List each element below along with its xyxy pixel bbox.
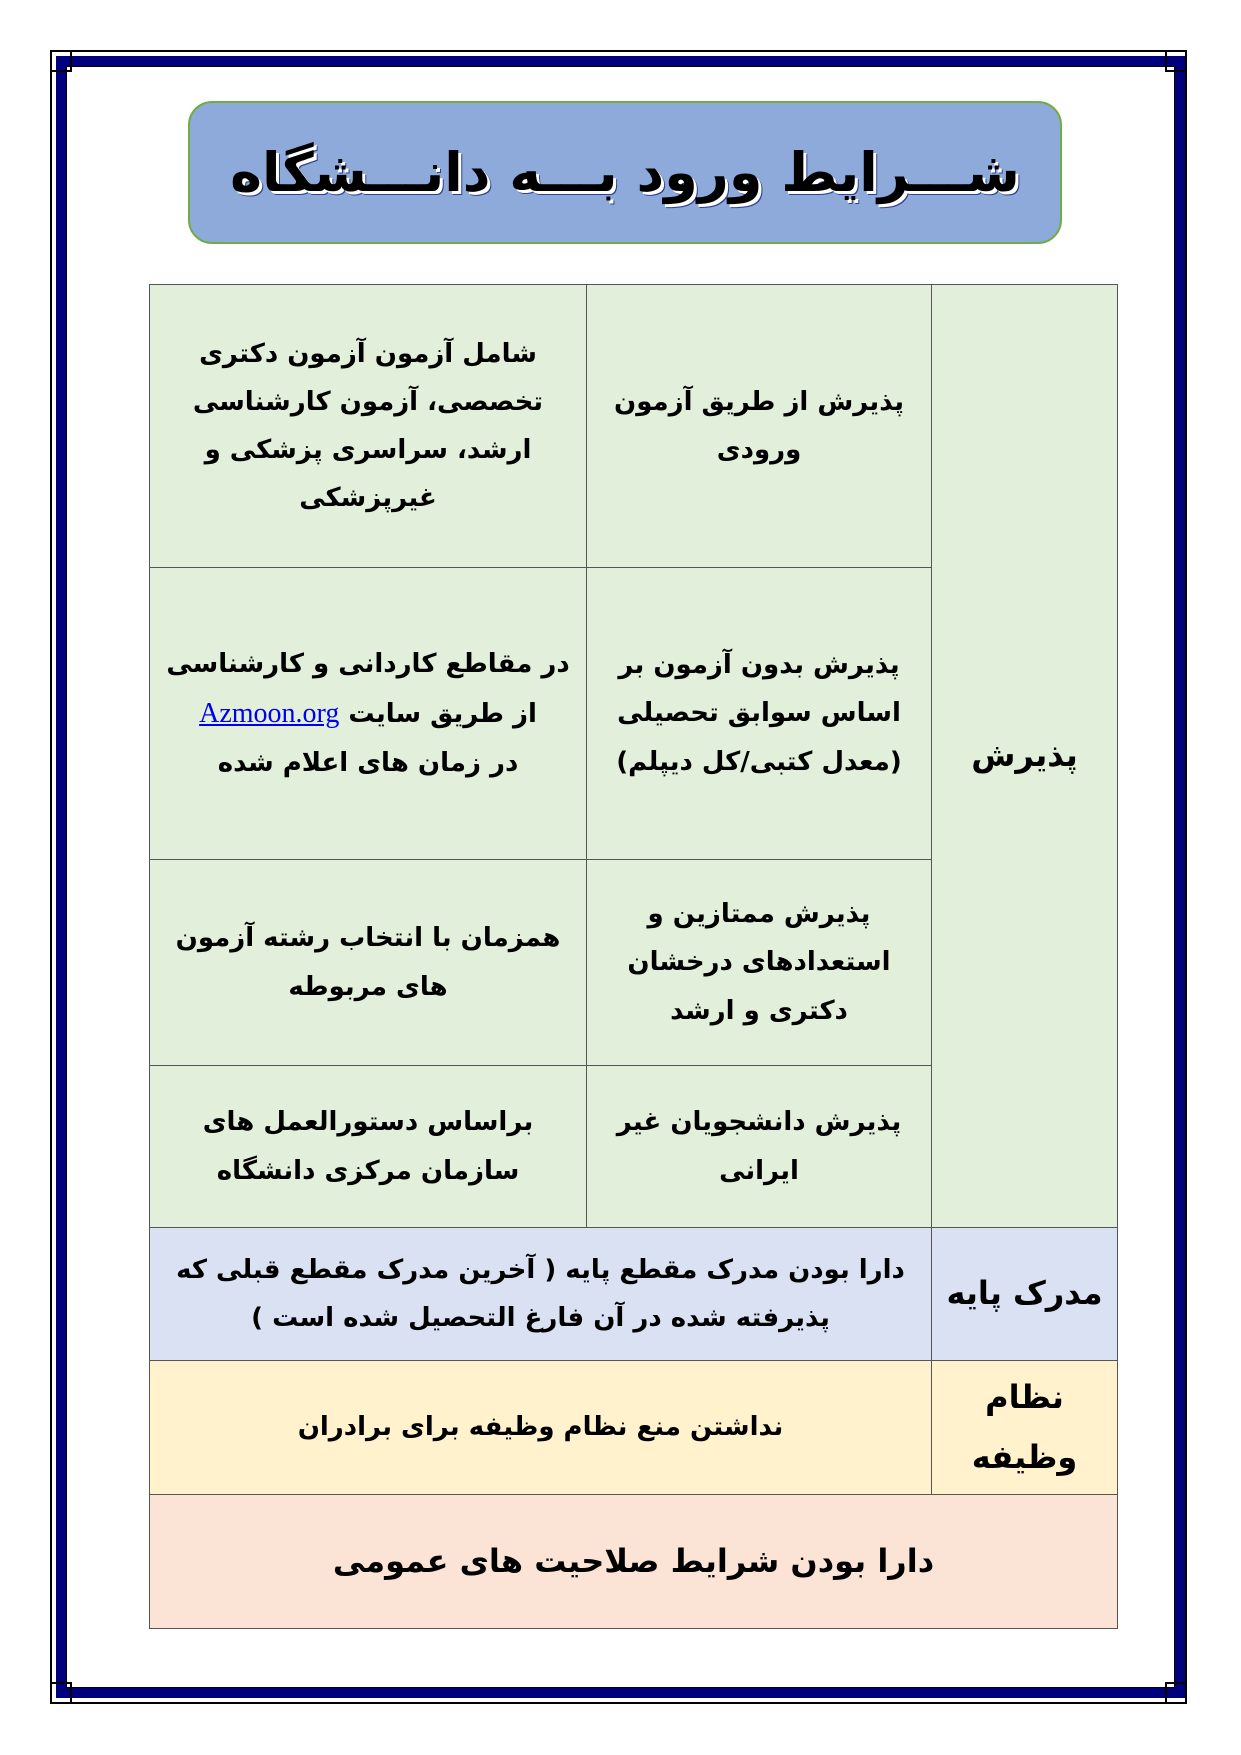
detail-suffix: در زمان های اعلام شده <box>217 748 519 779</box>
military-header: نظام وظیفه <box>932 1361 1118 1495</box>
table-row <box>150 1361 1118 1495</box>
admission-type-cell: پذیرش از طریق آزمون ورودی <box>587 285 932 568</box>
azmoon-link[interactable]: Azmoon.org <box>199 697 340 729</box>
degree-header: مدرک پایه <box>932 1228 1118 1361</box>
degree-detail: دارا بودن مدرک مقطع پایه ( آخرین مدرک مقطع قبلی که پذیرفته شده در آن فارغ التحصیل شده است ) <box>150 1228 932 1361</box>
military-detail: نداشتن منع نظام وظیفه برای برادران <box>150 1361 932 1495</box>
admission-detail-cell: همزمان با انتخاب رشته آزمون های مربوطه <box>150 860 587 1066</box>
table-row <box>150 285 1118 568</box>
page-title: شـــرایط ورود بـــه دانـــشگاه <box>230 141 1020 204</box>
requirements-table <box>149 284 1118 1629</box>
detail-prefix: در مقاطع کاردانی و کارشناسی از طریق سایت <box>166 648 570 729</box>
corner-ornament-top-left <box>50 50 72 72</box>
admission-detail-cell: براساس دستورالعمل های سازمان مرکزی دانشگاه <box>150 1066 587 1228</box>
admission-detail-cell <box>150 568 587 860</box>
admission-header: پذیرش <box>932 285 1118 1228</box>
corner-ornament-top-right <box>1165 50 1187 72</box>
table-row <box>150 1228 1118 1361</box>
table-row <box>150 1495 1118 1629</box>
admission-detail-cell: شامل آزمون آزمون دکتری تخصصی، آزمون کارشناسی ارشد، سراسری پزشکی و غیرپزشکی <box>150 285 587 568</box>
corner-ornament-bottom-left <box>50 1682 72 1704</box>
title-banner <box>188 101 1062 244</box>
admission-type-cell: پذیرش دانشجویان غیر ایرانی <box>587 1066 932 1228</box>
corner-ornament-bottom-right <box>1165 1682 1187 1704</box>
general-qualification: دارا بودن شرایط صلاحیت های عمومی <box>150 1495 1118 1629</box>
admission-type-cell: پذیرش ممتازین و استعدادهای درخشان دکتری و ارشد <box>587 860 932 1066</box>
admission-type-cell: پذیرش بدون آزمون بر اساس سوابق تحصیلی (معدل کتبی/کل دیپلم) <box>587 568 932 860</box>
